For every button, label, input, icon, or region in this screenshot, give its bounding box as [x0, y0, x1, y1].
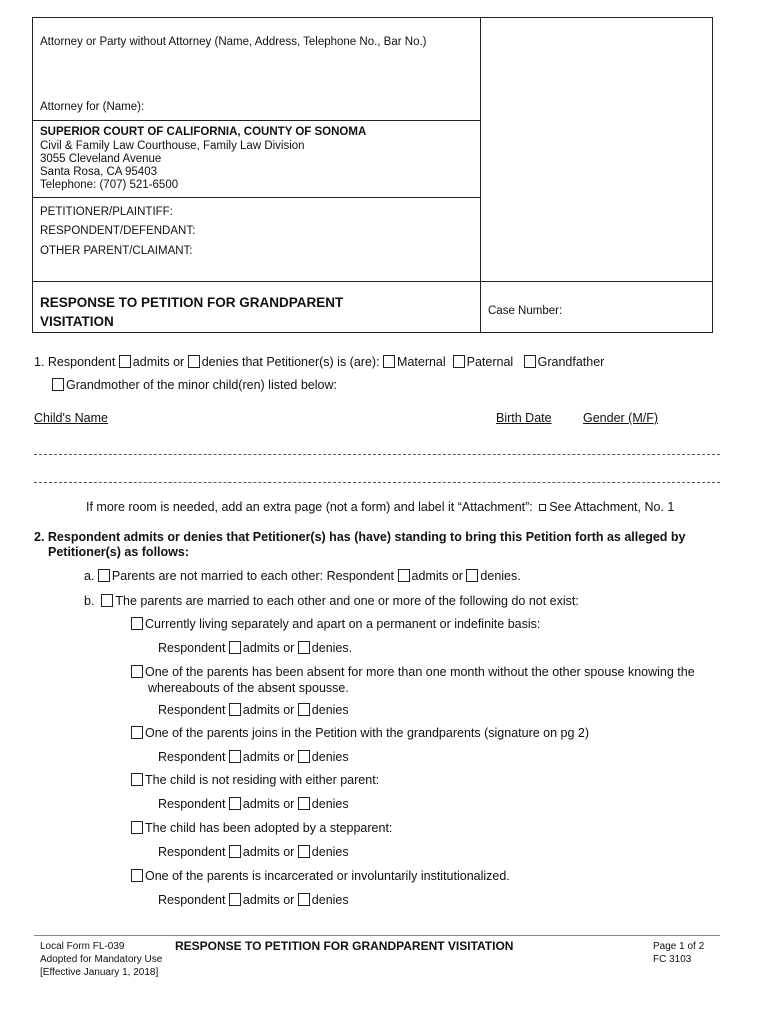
item2b-label: b. — [84, 594, 95, 608]
sub6-denies-label: denies — [311, 893, 349, 907]
court-line-3: Santa Rosa, CA 95403 — [40, 166, 157, 178]
item1-respondent: 1. Respondent — [34, 355, 116, 369]
paternal-label: Paternal — [466, 355, 514, 369]
caption-divider-3 — [32, 281, 713, 282]
item2a-admits-checkbox[interactable] — [398, 569, 410, 582]
sub1-response — [158, 641, 352, 655]
court-name: SUPERIOR COURT OF CALIFORNIA, COUNTY OF SONOMA — [40, 126, 367, 138]
item2a-text: Parents are not married to each other: Respondent — [111, 569, 395, 583]
item2b-checkbox[interactable] — [101, 594, 113, 607]
paternal-checkbox[interactable] — [453, 355, 465, 368]
sub3-respondent: Respondent — [158, 750, 226, 764]
item2a-checkbox[interactable] — [98, 569, 110, 582]
item2a-admits-label: admits or — [411, 569, 463, 583]
sub4-checkbox[interactable] — [131, 773, 143, 786]
sub5-response — [158, 845, 349, 859]
sub2-admits-label: admits or — [242, 703, 295, 717]
item1-denies-label: denies that Petitioner(s) is (are): — [201, 355, 380, 369]
item1-line1 — [34, 355, 604, 369]
sub5-admits-label: admits or — [242, 845, 295, 859]
footer-code: FC 3103 — [653, 954, 692, 965]
item1-line2 — [52, 378, 337, 392]
sub6-response — [158, 893, 349, 907]
item2-heading-line2: Petitioner(s) as follows: — [48, 545, 189, 559]
more-room-note — [86, 500, 674, 514]
see-attachment-checkbox[interactable] — [539, 504, 546, 511]
sub3-checkbox[interactable] — [131, 726, 143, 739]
sub5-text: The child has been adopted by a stepparent: — [145, 821, 393, 835]
attorney-for-label: Attorney for (Name): — [40, 101, 145, 113]
maternal-label: Maternal — [397, 355, 446, 369]
sub6-respondent: Respondent — [158, 893, 226, 907]
sub3-response — [158, 750, 349, 764]
sub4-admits-checkbox[interactable] — [229, 797, 241, 810]
footer-effective: [Effective January 1, 2018] — [40, 967, 159, 978]
child-name-header: Child's Name — [34, 411, 108, 425]
sub3-admits-label: admits or — [242, 750, 295, 764]
item1-admits-checkbox[interactable] — [119, 355, 131, 368]
child-entry-line-2[interactable] — [34, 482, 720, 483]
see-attachment-label: See Attachment, No. 1 — [549, 500, 675, 514]
form-title-line1: RESPONSE TO PETITION FOR GRANDPARENT — [40, 295, 344, 310]
sub4-respondent: Respondent — [158, 797, 226, 811]
item2a-denies-checkbox[interactable] — [466, 569, 478, 582]
item2b-text: The parents are married to each other and one or more of the following do not exist: — [115, 594, 579, 608]
grandfather-label: Grandfather — [537, 355, 605, 369]
more-room-text: If more room is needed, add an extra page (not a form) and label it “Attachment”: — [86, 500, 533, 514]
sub1-admits-checkbox[interactable] — [229, 641, 241, 654]
birth-date-header: Birth Date — [496, 411, 552, 425]
sub5-respondent: Respondent — [158, 845, 226, 859]
sub2-checkbox[interactable] — [131, 665, 143, 678]
form-title-line2: VISITATION — [40, 314, 114, 329]
grandfather-checkbox[interactable] — [524, 355, 536, 368]
sub5-admits-checkbox[interactable] — [229, 845, 241, 858]
footer-rule — [34, 935, 720, 936]
item1-admits-label: admits or — [132, 355, 185, 369]
sub5-denies-checkbox[interactable] — [298, 845, 310, 858]
other-parent-label: OTHER PARENT/CLAIMANT: — [40, 245, 193, 257]
sub1-denies-checkbox[interactable] — [298, 641, 310, 654]
gender-header: Gender (M/F) — [583, 411, 659, 425]
sub4-condition — [131, 773, 379, 787]
item2b-line — [84, 594, 579, 608]
sub1-respondent: Respondent — [158, 641, 226, 655]
case-number-label: Case Number: — [488, 305, 563, 317]
court-line-2: 3055 Cleveland Avenue — [40, 153, 162, 165]
item2a-line — [84, 569, 521, 583]
sub2-condition — [131, 665, 695, 679]
sub2-condition-cont: whereabouts of the absent spousse. — [148, 681, 349, 695]
sub4-denies-checkbox[interactable] — [298, 797, 310, 810]
sub4-text: The child is not residing with either parent: — [145, 773, 380, 787]
grandmother-label: Grandmother of the minor child(ren) listed below: — [66, 378, 337, 392]
sub1-checkbox[interactable] — [131, 617, 143, 630]
item2-heading-line1: 2. Respondent admits or denies that Petitioner(s) has (have) standing to bring this Petition forth as alleged by — [34, 530, 686, 544]
sub6-condition — [131, 869, 510, 883]
child-entry-line-1[interactable] — [34, 454, 720, 455]
item1-denies-checkbox[interactable] — [188, 355, 200, 368]
sub5-condition — [131, 821, 392, 835]
sub1-admits-label: admits or — [242, 641, 295, 655]
respondent-label: RESPONDENT/DEFENDANT: — [40, 225, 196, 237]
sub6-admits-label: admits or — [242, 893, 295, 907]
sub2-text: One of the parents has been absent for more than one month without the other spouse knowing the — [145, 665, 695, 679]
sub6-checkbox[interactable] — [131, 869, 143, 882]
caption-divider-2 — [32, 197, 481, 198]
sub5-denies-label: denies — [311, 845, 349, 859]
maternal-checkbox[interactable] — [383, 355, 395, 368]
sub3-condition — [131, 726, 589, 740]
sub4-admits-label: admits or — [242, 797, 295, 811]
item2a-denies-label: denies. — [480, 569, 521, 583]
caption-divider-vertical — [480, 17, 481, 333]
sub1-denies-label: denies. — [311, 641, 353, 655]
petitioner-label: PETITIONER/PLAINTIFF: — [40, 206, 173, 218]
attorney-party-label: Attorney or Party without Attorney (Name, Address, Telephone No., Bar No.) — [40, 36, 427, 48]
footer-form-id: Local Form FL-039 — [40, 941, 125, 952]
grandmother-checkbox[interactable] — [52, 378, 64, 391]
sub1-condition — [131, 617, 540, 631]
court-line-4: Telephone: (707) 521-6500 — [40, 179, 179, 191]
sub4-denies-label: denies — [311, 797, 349, 811]
sub3-admits-checkbox[interactable] — [229, 750, 241, 763]
sub2-admits-checkbox[interactable] — [229, 703, 241, 716]
sub1-text: Currently living separately and apart on a permanent or indefinite basis: — [145, 617, 541, 631]
sub2-denies-label: denies — [311, 703, 349, 717]
caption-divider-1 — [32, 120, 481, 121]
sub6-admits-checkbox[interactable] — [229, 893, 241, 906]
sub2-respondent: Respondent — [158, 703, 226, 717]
footer-title: RESPONSE TO PETITION FOR GRANDPARENT VISITATION — [175, 939, 514, 953]
item2a-label: a. — [84, 569, 95, 583]
court-line-1: Civil & Family Law Courthouse, Family Law Division — [40, 140, 305, 152]
sub2-response — [158, 703, 349, 717]
sub3-text: One of the parents joins in the Petition with the grandparents (signature on pg 2) — [145, 726, 590, 740]
sub6-text: One of the parents is incarcerated or involuntarily institutionalized. — [145, 869, 510, 883]
sub6-denies-checkbox[interactable] — [298, 893, 310, 906]
sub3-denies-label: denies — [311, 750, 349, 764]
footer-adopted: Adopted for Mandatory Use — [40, 954, 163, 965]
sub5-checkbox[interactable] — [131, 821, 143, 834]
sub4-response — [158, 797, 349, 811]
sub3-denies-checkbox[interactable] — [298, 750, 310, 763]
sub2-denies-checkbox[interactable] — [298, 703, 310, 716]
footer-page: Page 1 of 2 — [653, 941, 705, 952]
